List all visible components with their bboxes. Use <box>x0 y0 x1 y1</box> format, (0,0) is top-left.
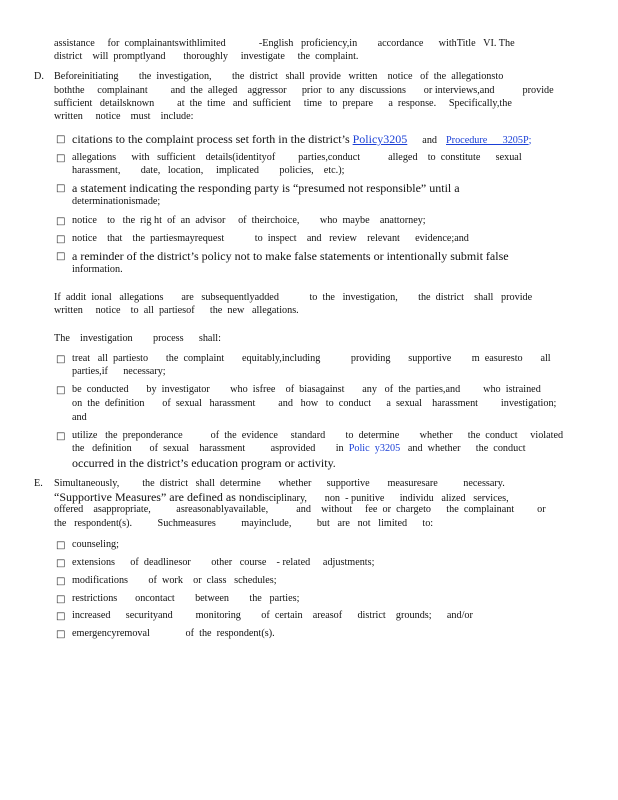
bullet-marker-icon: □ <box>56 354 66 365</box>
intro-line-2: district will promptlyand thoroughly investigate the complaint. <box>54 51 359 62</box>
section-d-line-4: written notice must include: <box>54 111 194 122</box>
process-item-treat-2: parties,if necessary; <box>72 366 166 377</box>
additional-allegations-line-1: If addit ional allegations are subsequentlyadded to the investigation, the district shall provide <box>54 292 533 303</box>
section-e-line-4: the respondent(s). Suchmeasures mayinclude, but are not limited to: <box>54 518 434 529</box>
bullet-marker-icon: □ <box>56 431 66 442</box>
bullet-marker-icon: □ <box>56 251 66 262</box>
notice-item-inspect: notice that the partiesmayrequest to inspect and review relevant evidence;and <box>72 233 469 244</box>
bullet-marker-icon: □ <box>56 540 66 551</box>
bullet-marker-icon: □ <box>56 385 66 396</box>
additional-allegations-line-2: written notice to all partiesof the new allegations. <box>54 305 299 316</box>
process-item-treat-1: treat all partiesto the complaint equitably,including providing supportive m easuresto all <box>72 353 551 364</box>
notice-item-citations: citations to the complaint process set forth in the district’s Policy3205 and Procedure 3205P; <box>72 132 532 146</box>
measure-item: counseling; <box>72 539 119 550</box>
notice-item-allegations-2: harassment, date, location, implicated policies, etc.); <box>72 165 345 176</box>
section-d-line-2: boththe complainant and the alleged aggressor prior to any discussions or interviews,and provide <box>54 85 554 96</box>
notice-item-statement-1: a statement indicating the responding party is “presumed not responsible” until a <box>72 181 460 195</box>
measure-item: modifications of work or class schedules; <box>72 575 277 586</box>
section-e-line-3: offered asappropriate, asreasonablyavailable, and without fee or chargeto the complainant or <box>54 504 546 515</box>
measure-item: emergencyremoval of the respondent(s). <box>72 628 275 639</box>
notice-item-allegations-1: allegations with sufficient details(identityof parties,conduct alleged to constitute sexual <box>72 152 522 163</box>
process-item-conducted-3: and <box>72 412 87 423</box>
notice-item-advisor: notice to the rig ht of an advisor of theirchoice, who maybe anattorney; <box>72 215 426 226</box>
process-item-utilize-2: the definition of sexual harassment asprovided in Polic y3205 and whether the conduct <box>72 443 526 454</box>
bullet-marker-icon: □ <box>56 576 66 587</box>
process-item-conducted-2: on the definition of sexual harassment and how to conduct a sexual harassment investigation; <box>72 398 557 409</box>
section-d-line-1: Beforeinitiating the investigation, the district shall provide written notice of the allegationsto <box>54 71 504 82</box>
bullet-marker-icon: □ <box>56 234 66 245</box>
section-e-label: E. <box>34 478 43 489</box>
bullet-marker-icon: □ <box>56 611 66 622</box>
bullet-marker-icon: □ <box>56 594 66 605</box>
measure-item: restrictions oncontact between the parties; <box>72 593 300 604</box>
policy-3205-link-2[interactable]: Polic y3205 <box>348 443 401 454</box>
bullet-marker-icon: □ <box>56 629 66 640</box>
process-item-utilize-3: occurred in the district’s education program or activity. <box>72 456 336 470</box>
bullet-marker-icon: □ <box>56 134 66 145</box>
bullet-marker-icon: □ <box>56 558 66 569</box>
measure-item: extensions of deadlinesor other course - related adjustments; <box>72 557 375 568</box>
section-e-line-1: Simultaneously, the district shall determine whether supportive measuresare necessary. <box>54 478 505 489</box>
procedure-3205p-link[interactable]: Procedure 3205P <box>446 135 529 146</box>
bullet-marker-icon: □ <box>56 153 66 164</box>
policy-3205-link[interactable]: Policy3205 <box>352 132 408 146</box>
process-item-utilize-1: utilize the preponderance of the evidence standard to determine whether the conduct violated <box>72 430 564 441</box>
section-d-label: D. <box>34 71 44 82</box>
bullet-marker-icon: □ <box>56 216 66 227</box>
notice-item-reminder-1: a reminder of the district’s policy not to make false statements or intentionally submit false <box>72 249 509 263</box>
notice-item-statement-2: determinationismade; <box>72 196 161 207</box>
section-e-line-2: “Supportive Measures” are defined as nondisciplinary, non - punitive individu alized services, <box>54 490 509 504</box>
intro-line-1: assistance for complainantswithlimited -English proficiency,in accordance withTitle VI. The <box>54 38 515 49</box>
process-item-conducted-1: be conducted by investigator who isfree of biasagainst any of the parties,and who istrained <box>72 384 541 395</box>
section-d-line-3: sufficient detailsknown at the time and sufficient time to prepare a response. Specifically,the <box>54 98 512 109</box>
bullet-marker-icon: □ <box>56 183 66 194</box>
process-intro: The investigation process shall: <box>54 333 221 344</box>
measure-item: increased securityand monitoring of certain areasof district grounds; and/or <box>72 610 473 621</box>
notice-item-reminder-2: information. <box>72 264 123 275</box>
